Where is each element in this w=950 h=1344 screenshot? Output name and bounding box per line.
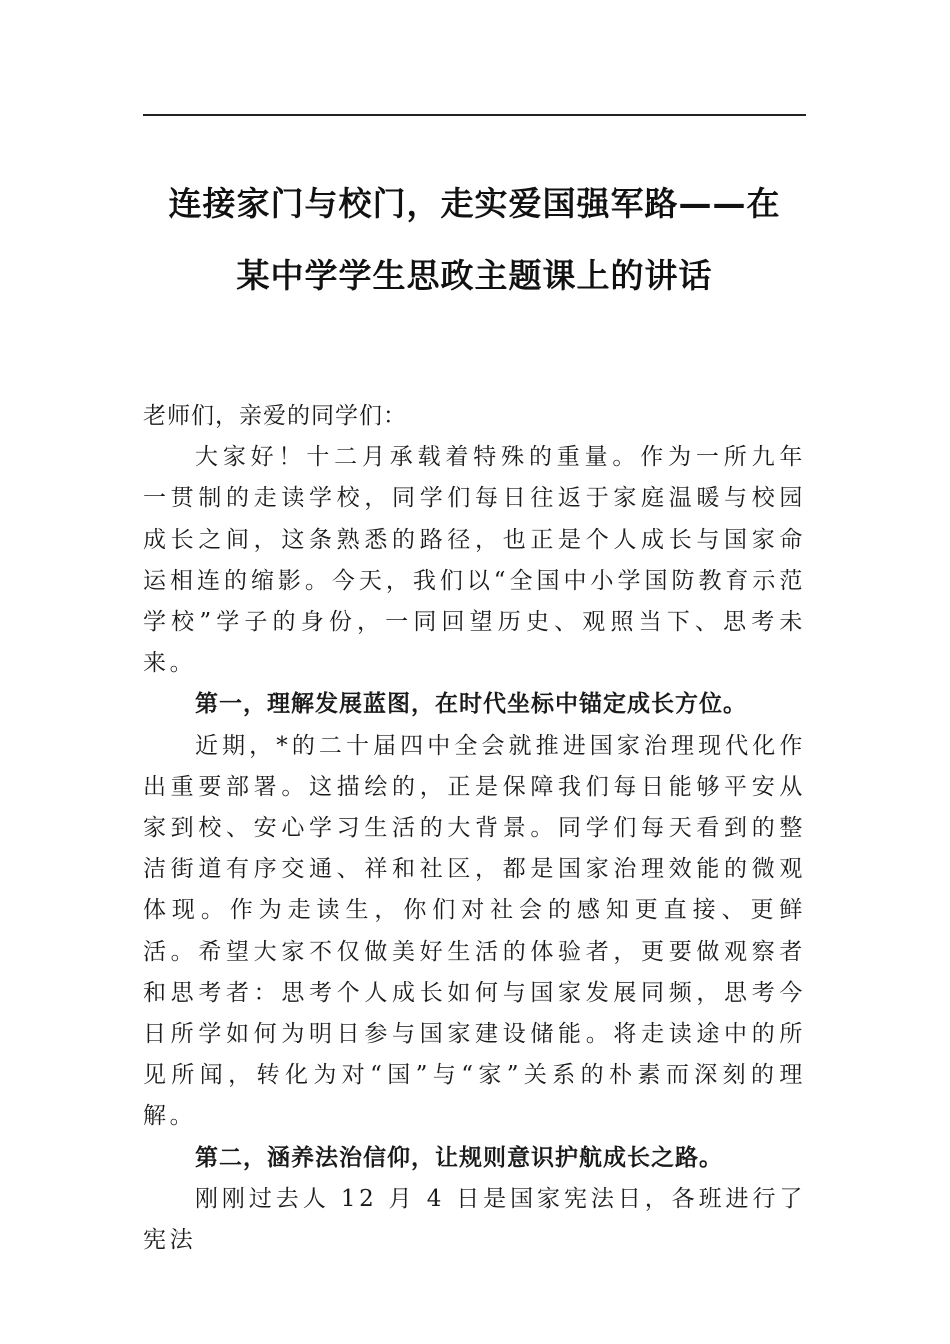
- paragraph-section-2: 刚刚过去人 12 月 4 日是国家宪法日，各班进行了宪法: [143, 1185, 806, 1254]
- title-line-1: 连接家门与校门，走实爱国强军路——在: [168, 184, 781, 223]
- section-heading-1: 第一，理解发展蓝图，在时代坐标中锚定成长方位。: [195, 691, 747, 718]
- paragraph-section-1: 近期，*的二十届四中全会就推进国家治理现代化作出重要部署。这描绘的，正是保障我们每日能够平安从家到校、安心学习生活的大背景。同学们每天看到的整洁街道有序交通、祥和社区，都是国家治理效能的微观体现。作为走读生，你们对社会的感知更直接、更鲜活。希望大家不仅做美好生活的体验者，更要做观察者和思考者：思考个人成长如何与国家发展同频，思考今日所学如何为明日参与国家建设储能。将走读途中的所见所闻，转化为对“国”与“家”关系的朴素而深刻的理解。: [143, 732, 806, 1130]
- title-line-2: 某中学学生思政主题课上的讲话: [236, 256, 713, 295]
- header-rule: [143, 114, 806, 116]
- document-title: [143, 168, 806, 312]
- section-heading-2: 第二，涵养法治信仰，让规则意识护航成长之路。: [195, 1144, 723, 1171]
- paragraph-intro: 大家好！十二月承载着特殊的重量。作为一所九年一贯制的走读学校，同学们每日往返于家庭温暖与校园成长之间，这条熟悉的路径，也正是个人成长与国家命运相连的缩影。今天，我们以“全国中小学国防教育示范学校”学子的身份，一同回望历史、观照当下、思考未来。: [143, 444, 806, 677]
- salutation: 老师们，亲爱的同学们：: [143, 403, 407, 429]
- document-body: [143, 396, 806, 1261]
